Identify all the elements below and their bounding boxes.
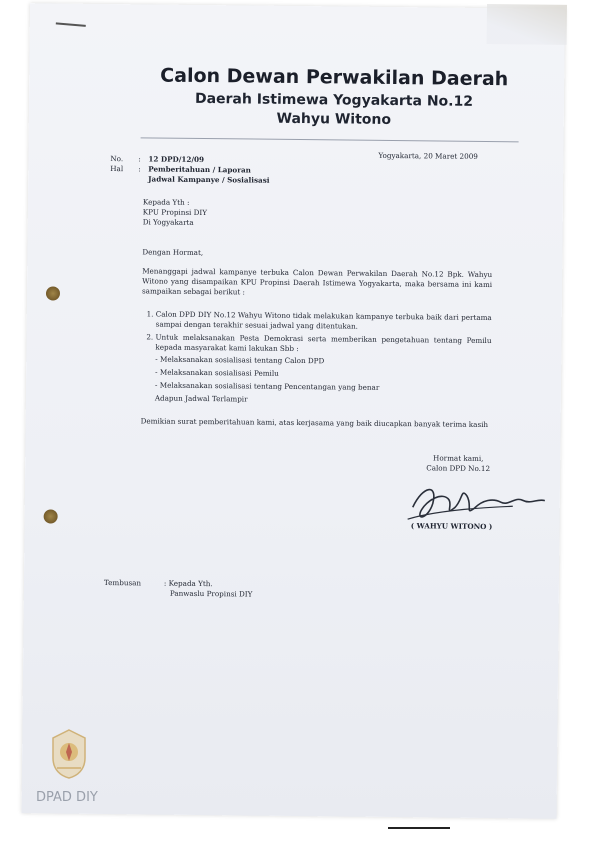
recipient-line-1: Kepada Yth :	[142, 197, 190, 207]
signature-greeting: Hormat kami,	[433, 453, 484, 463]
cc-block	[164, 579, 253, 600]
point-1: 1. Calon DPD DIY No.12 Wahyu Witono tidak melakukan kampanye terbuka baik dari pertama sampai dengan terakhir sesuai jadwal yang ditentukan.	[156, 310, 492, 334]
signer-name: ( WAHYU WITONO )	[410, 521, 493, 532]
points-block	[141, 309, 492, 410]
point-2-text: Untuk melaksanakan Pesta Demokrasi serta memberikan pengetahuan tentang Pemilu kepada masyarakat kami lakukan Sbb :	[155, 332, 492, 354]
points-list	[141, 309, 492, 407]
bullet-3: - Melaksanakan sosialisasi tentang Pencentangan yang benar	[155, 381, 491, 395]
punch-hole-top	[46, 286, 60, 300]
punch-hole-bottom	[44, 509, 58, 523]
watermark-text: DPAD DIY	[36, 790, 98, 805]
point-2	[155, 333, 492, 408]
cc-line-2: Panwaslu Propinsi DIY	[169, 588, 253, 599]
letterhead-rule	[141, 137, 519, 142]
intro-paragraph: Menanggapi jadwal kampanye terbuka Calon Dewan Perwakilan Daerah No.12 Bpk. Wahyu Witono yang disampaikan KPU Propinsi Daerah Istimewa Yogyakarta, maka bersama ini kami sampaikan sebagai berikut :	[141, 266, 493, 297]
no-colon: :	[138, 154, 141, 164]
bullet-2: - Melaksanakan sosialisasi Pemilu	[155, 368, 491, 382]
place-date: Yogyakarta, 20 Maret 2009	[378, 150, 478, 161]
dpad-emblem-icon	[47, 728, 91, 780]
pen-mark	[56, 22, 86, 26]
letterhead-title: Calon Dewan Perwakilan Daerah	[160, 64, 509, 91]
bottom-rule	[388, 827, 450, 829]
letter-meta	[110, 154, 310, 186]
letterhead-name: Wahyu Witono	[276, 110, 392, 128]
page-fold	[487, 4, 567, 45]
no-label: No.	[110, 154, 124, 164]
letterhead-region: Daerah Istimewa Yogyakarta No.12	[194, 90, 474, 110]
hal-label: Hal	[110, 164, 124, 174]
recipient-line-2: KPU Propinsi DIY	[142, 207, 208, 218]
bullet-list	[155, 355, 491, 395]
document-page	[22, 3, 565, 819]
schedule-note: Adapun Jadwal Terlampir	[154, 393, 248, 404]
subject-line-1: Pemberitahuan / Laporan	[148, 164, 251, 175]
recipient-block	[143, 197, 207, 228]
cc-label: Tembusan	[103, 578, 142, 588]
closing-paragraph: Demikian surat pemberitahuan kami, atas kerjasama yang baik diucapkan banyak terima kasih	[140, 416, 489, 430]
hal-colon: :	[138, 164, 141, 174]
signature-block	[403, 453, 513, 474]
letterhead	[159, 65, 510, 130]
salutation: Dengan Hormat,	[142, 247, 204, 258]
recipient-line-3: Di Yogyakarta	[142, 217, 194, 227]
cc-line-1: : Kepada Yth.	[163, 578, 213, 589]
bullet-1: - Melaksanakan sosialisasi tentang Calon DPD	[155, 355, 491, 369]
signature-title: Calon DPD No.12	[426, 463, 491, 474]
letter-number: 12 DPD/12/09	[148, 154, 205, 165]
subject-line-2: Jadwal Kampanye / Sosialisasi	[148, 174, 270, 185]
